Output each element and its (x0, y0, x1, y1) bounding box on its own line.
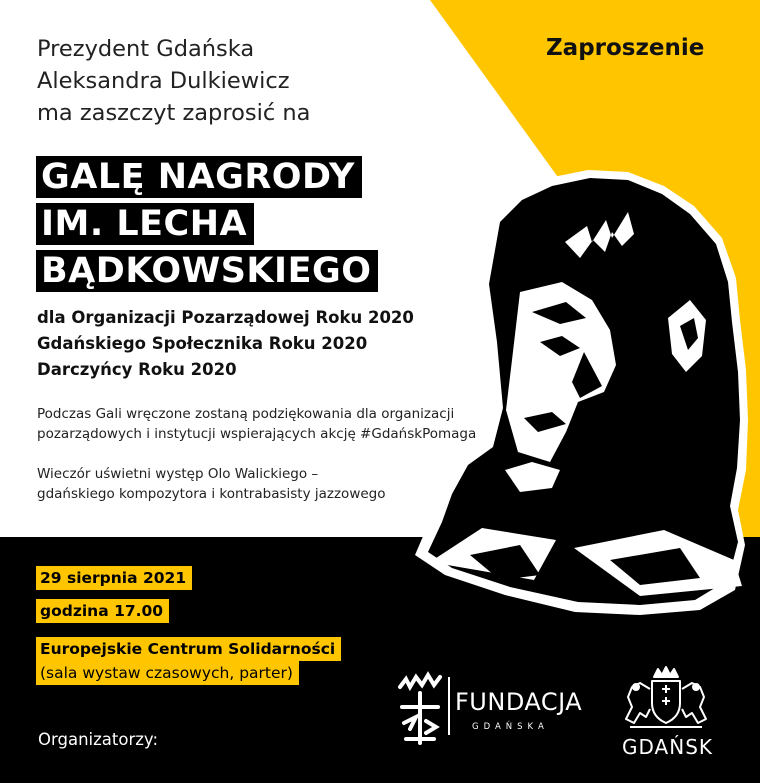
award-item: Gdańskiego Społecznika Roku 2020 (37, 334, 368, 353)
description-line: Podczas Gali wręczone zostaną podziękowania dla organizacji (37, 406, 455, 422)
event-date: 29 sierpnia 2021 (36, 566, 192, 590)
event-venue-detail: (sala wystaw czasowych, parter) (36, 661, 299, 685)
title-line: BĄDKOWSKIEGO (36, 250, 378, 292)
awards-list (37, 305, 414, 383)
description-paragraph (37, 404, 476, 444)
title-line: IM. LECHA (36, 203, 254, 245)
intro-line: Aleksandra Dulkiewicz (37, 68, 290, 94)
gdansk-city-name: GDAŃSK (622, 735, 713, 759)
intro-line: ma zaszczyt zaprosić na (37, 100, 311, 126)
invitation-badge: Zaproszenie (546, 35, 705, 61)
award-item: dla Organizacji Pozarządowej Roku 2020 (37, 308, 414, 327)
award-item: Darczyńcy Roku 2020 (37, 360, 237, 379)
event-time: godzina 17.00 (36, 599, 169, 623)
logo-divider (448, 677, 450, 735)
description-line: Wieczór uświetni występ Olo Walickiego – (37, 466, 319, 482)
fundacja-name: FUNDACJA (455, 688, 583, 716)
description-paragraph (37, 464, 386, 504)
organizers-label: Organizatorzy: (38, 730, 159, 749)
title-line: GALĘ NAGRODY (36, 156, 362, 198)
description-line: pozarządowych i instytucji wspierających akcję #GdańskPomaga (37, 426, 477, 442)
gdansk-coat-of-arms-icon (616, 665, 716, 731)
description-line: gdańskiego kompozytora i kontrabasisty jazzowego (37, 486, 386, 502)
fundacja-subtitle: GDAŃSKA (472, 722, 549, 732)
intro-line: Prezydent Gdańska (37, 36, 255, 62)
intro-text (37, 33, 310, 129)
fundacja-gdanska-logo-icon (396, 671, 444, 747)
event-venue: Europejskie Centrum Solidarności (36, 637, 341, 661)
